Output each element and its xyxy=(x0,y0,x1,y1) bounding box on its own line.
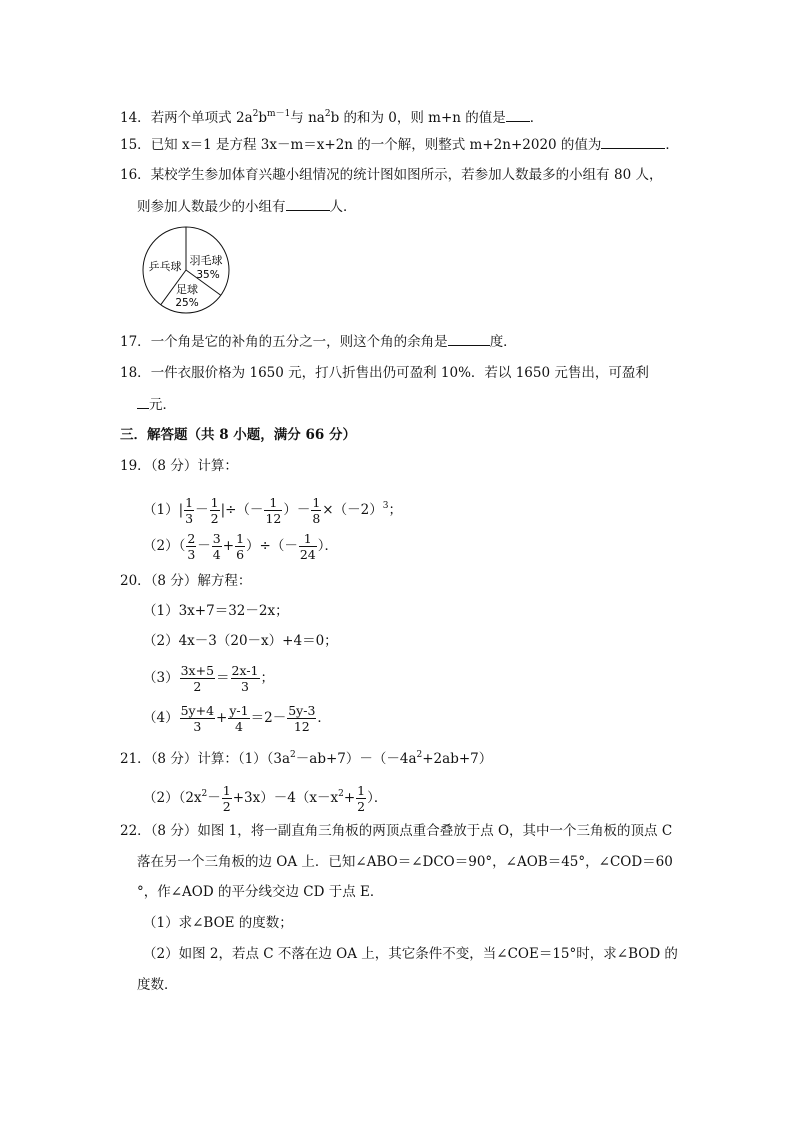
question-22-line-last: 度数． xyxy=(137,977,178,993)
question-21: 21．（8 分）计算：$(1)(3a^2-ab+7)-(-4a^2+2ab+7)$ xyxy=(120,750,493,767)
answer-blank[interactable] xyxy=(448,331,490,346)
question-17: 17．一个角是它的补角的五分之一，则这个角的余角是 度． xyxy=(120,331,517,352)
question-18-line2: 元． xyxy=(137,394,176,415)
question-20-part2: （2）4x－3（20－x）+4＝0； xyxy=(143,633,338,649)
question-20: 20．（8 分）解方程： xyxy=(120,573,252,589)
answer-blank[interactable] xyxy=(137,394,149,409)
answer-blank[interactable] xyxy=(601,134,665,149)
question-20-part3: （3） $\frac{3x+5}{2}$ ＝ $\frac{2x-1}{3}$ ； xyxy=(143,663,274,694)
question-19-part1: （1）| $\frac{1}{3}$ － $\frac{1}{2}$ |÷（－ $\frac{1}{12}$ ）－ $\frac{1}{8}$ $\times(-2)^3$； xyxy=(143,495,402,526)
question-20-part1: （1）3x+7＝32－2x； xyxy=(143,603,289,619)
question-19-part2: （2）（ $\frac{2}{3}$ － $\frac{3}{4}$ + $\frac{1}{6}$ ）÷（－ $\frac{1}{24}$ ）． xyxy=(143,531,338,562)
answer-blank[interactable] xyxy=(506,107,530,122)
slice-value-football: 25% xyxy=(175,297,199,309)
q14-number: 14． xyxy=(120,110,151,126)
question-16-line2: 则参加人数最少的小组有 人． xyxy=(137,196,357,217)
question-22-line2: 落在另一个三角板的边 OA 上．已知∠ABO＝∠DCO＝90°，∠AOB＝45°，∠COD＝60 xyxy=(137,854,673,870)
question-22-part2: （2）如图 2，若点 C 不落在边 OA 上，其它条件不变，当∠COE＝15°时，求∠BOD 的 xyxy=(143,946,678,962)
section-header: 三．解答题（共 8 小题，满分 66 分） xyxy=(120,427,356,443)
question-22-line3: °，作∠AOD 的平分线交边 CD 于点 E． xyxy=(137,884,384,900)
answer-blank[interactable] xyxy=(286,196,330,211)
question-15: 15．已知 x＝1 是方程 3x－m＝x+2n 的一个解，则整式 m+2n+2020 的值为 ． xyxy=(120,134,679,155)
slice-label-pingpong: 乒乓球 xyxy=(148,260,182,273)
question-18: 18．一件衣服价格为 1650 元，打八折售出仍可盈利 10%．若以 1650 元售出，可盈利 xyxy=(120,365,649,381)
question-20-part4: （4） $\frac{5y+4}{3}$ + $\frac{y-1}{4}$ ＝2－ $\frac{5y-3}{12}$ ． xyxy=(143,703,331,734)
question-14: 14．若两个单项式 $2a^2b^{m-1}$与 $na^2b$ 的和为 0，则 m+n 的值是 ． xyxy=(120,109,544,126)
question-21-part2: $(2)(2x^2-$ $\frac{1}{2}$ $+3x)-4(x-x^2+$ $\frac{1}{2}$ ）． xyxy=(143,783,388,814)
slice-value-badminton: 35% xyxy=(196,269,220,281)
question-19: 19．（8 分）计算： xyxy=(120,458,238,474)
question-16: 16．某校学生参加体育兴趣小组情况的统计图如图所示，若参加人数最多的小组有 80 人， xyxy=(120,167,663,183)
slice-label-football: 足球 xyxy=(176,283,198,296)
question-22: 22．（8 分）如图 1，将一副直角三角板的两顶点重合叠放于点 O，其中一个三角板的顶点 C xyxy=(120,823,673,839)
question-22-part1: （1）求∠BOE 的度数； xyxy=(143,915,293,931)
slice-label-badminton: 羽毛球 xyxy=(189,254,223,267)
pie-chart xyxy=(141,224,231,316)
